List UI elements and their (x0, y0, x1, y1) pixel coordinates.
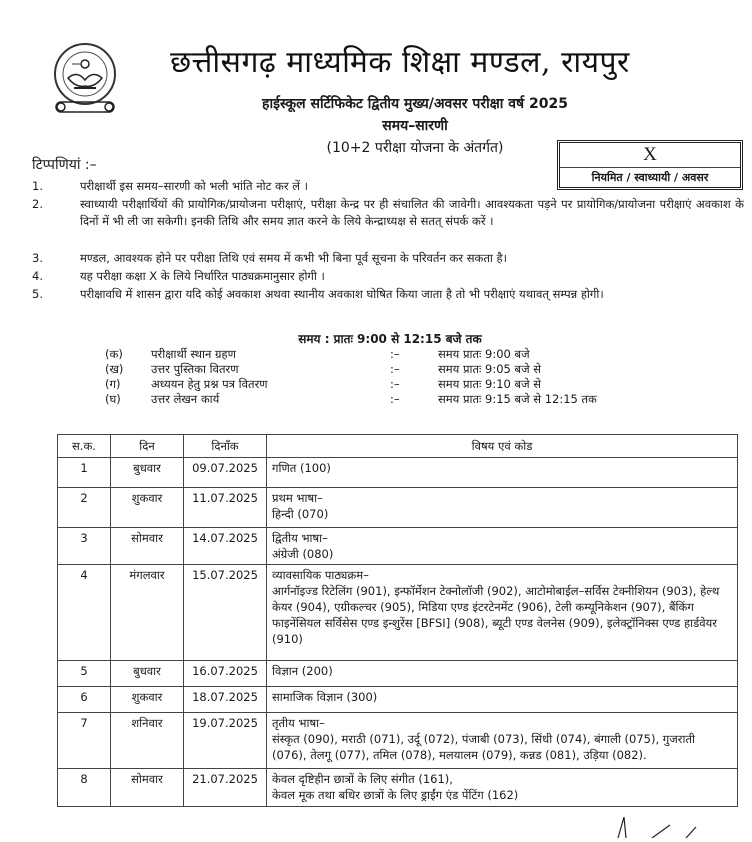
note-text: स्वाध्यायी परीक्षार्थियों की प्रायोगिक/प्रायोजना परीक्षाएं, परीक्षा केन्द्र पर ही संचालित की जावेगी। आवश्यकता पड़ने पर प्रायोगिक/प्रायोजना परीक्षाएं अवकाश के दिनों में भी ली जा सकेगी। इनकी तिथि और समय ज्ञात करने के लिये केन्द्राध्यक्ष से सतत् संपर्क करें । (80, 197, 744, 228)
table-row (58, 661, 738, 687)
table-row (58, 687, 738, 713)
subject-cell (267, 488, 738, 528)
timing-separator: :– (390, 362, 400, 376)
note-text: यह परीक्षा कक्षा X के लिये निर्धारित पाठ्यक्रमानुसार होगी । (80, 269, 325, 283)
serial-cell: 6 (58, 687, 111, 713)
note-number: 3. (32, 251, 43, 265)
note-number: 4. (32, 269, 43, 283)
date-cell: 09.07.2025 (184, 458, 267, 488)
timing-row (105, 362, 665, 377)
serial-cell: 8 (58, 769, 111, 807)
timing-key: (ग) (105, 377, 121, 391)
document-type: समय–सारणी (382, 118, 448, 134)
serial-cell: 1 (58, 458, 111, 488)
day-cell: शुकवार (111, 687, 184, 713)
note-item (32, 268, 744, 285)
timing-separator: :– (390, 377, 400, 391)
note-item (32, 196, 744, 230)
subject-list: हिन्दी (070) (272, 507, 329, 521)
timing-label: अध्ययन हेतु प्रश्न पत्र वितरण (151, 377, 268, 391)
day-cell: सोमवार (111, 769, 184, 807)
timing-value: समय प्रातः 9:15 बजे से 12:15 तक (438, 392, 597, 406)
table-row (58, 565, 738, 661)
subject-cell (267, 528, 738, 565)
date-cell: 18.07.2025 (184, 687, 267, 713)
timing-title: समय : प्रातः 9:00 से 12:15 बजे तक (298, 332, 482, 346)
table-row (58, 769, 738, 807)
day-cell: शुकवार (111, 488, 184, 528)
subject-list: संस्कृत (090), मराठी (071), उर्दू (072), पंजाबी (073), सिंधी (074), बंगाली (075), गुजराती (076), तेलगू (077), तमिल (078), मलयालम (079), कन्नड (081), उड़िया (082). (272, 732, 696, 762)
note-number: 2. (32, 197, 43, 211)
note-item (32, 286, 744, 303)
subject-list: गणित (100) (272, 461, 331, 475)
day-cell: शनिवार (111, 713, 184, 769)
note-item (32, 250, 744, 267)
timing-value: समय प्रातः 9:05 बजे से (438, 362, 542, 376)
board-name: छत्तीसगढ़ माध्यमिक शिक्षा मण्डल, रायपुर (170, 45, 630, 80)
table-row (58, 528, 738, 565)
subject-list: केवल मूक तथा बधिर छात्रों के लिए ड्राईंग एंड पेंटिंग (162) (272, 788, 519, 802)
day-cell: मंगलवार (111, 565, 184, 661)
board-emblem-icon (52, 38, 118, 120)
note-text: परीक्षावधि में शासन द्वारा यदि कोई अवकाश अथवा स्थानीय अवकाश घोषित किया जाता है तो भी परीक्षाएं यथावत् सम्पन्न होगी। (80, 287, 604, 301)
date-cell: 21.07.2025 (184, 769, 267, 807)
timing-value: समय प्रातः 9:00 बजे (438, 347, 530, 361)
serial-cell: 3 (58, 528, 111, 565)
column-header-day: दिन (111, 435, 184, 458)
exam-title: हाईस्कूल सर्टिफिकेट द्वितीय मुख्य/अवसर परीक्षा वर्ष 2025 (262, 96, 568, 112)
subject-cell (267, 687, 738, 713)
schedule-table (57, 434, 738, 807)
serial-cell: 7 (58, 713, 111, 769)
subject-heading: द्वितीय भाषा– (272, 531, 328, 545)
date-cell: 16.07.2025 (184, 661, 267, 687)
subject-cell (267, 769, 738, 807)
subject-list: विज्ञान (200) (272, 664, 333, 678)
day-cell: सोमवार (111, 528, 184, 565)
timing-key: (घ) (105, 392, 121, 406)
table-row (58, 458, 738, 488)
date-cell: 19.07.2025 (184, 713, 267, 769)
serial-cell: 4 (58, 565, 111, 661)
subject-cell (267, 458, 738, 488)
candidate-categories: नियमित / स्वाध्यायी / अवसर (591, 171, 709, 184)
note-text: मण्डल, आवश्यक होने पर परीक्षा तिथि एवं समय में कभी भी बिना पूर्व सूचना के परिवर्तन कर सकता है। (80, 251, 507, 265)
timing-row (105, 377, 665, 392)
timing-label: उत्तर पुस्तिका वितरण (151, 362, 239, 376)
timing-value: समय प्रातः 9:10 बजे से (438, 377, 542, 391)
timing-label: उत्तर लेखन कार्य (151, 392, 220, 406)
serial-cell: 2 (58, 488, 111, 528)
day-cell: बुधवार (111, 661, 184, 687)
subject-heading: तृतीय भाषा– (272, 716, 325, 730)
class-label: X (560, 143, 740, 168)
timing-key: (क) (105, 347, 123, 361)
timing-row (105, 347, 665, 362)
timing-row (105, 392, 665, 407)
table-row (58, 488, 738, 528)
note-number: 5. (32, 287, 43, 301)
subject-list: अंग्रेजी (080) (272, 547, 334, 561)
subject-list: आर्गनॉइज्ड रिटेलिंग (901), इन्फॉर्मेशन टेक्नोलॉजी (902), आटोमोबाईल–सर्विस टेक्नीशियन (903), हेल्थ केयर (904), एग्रीकल्चर (905), मिडिया एण्ड इंटरटेनमेंट (906), टेली कम्यूनिकेशन (907), बैंकिंग फाइनेंसियल सर्विसेस एण्ड इन्शुरेंस [BFSI] (908), ब्यूटी एण्ड वेलनेस (909), इलेक्ट्रॉनिक्स एण्ड हार्डवेयर (910) (272, 584, 720, 646)
column-header-subject: विषय एवं कोड (267, 435, 738, 458)
subject-heading: केवल दृष्टिहीन छात्रों के लिए संगीत (161), (272, 772, 453, 786)
timing-separator: :– (390, 392, 400, 406)
notes-heading: टिप्पणियां :– (32, 157, 97, 173)
column-header-date: दिनाँक (184, 435, 267, 458)
subject-heading: व्यावसायिक पाठ्यक्रम– (272, 568, 369, 582)
table-row (58, 713, 738, 769)
subject-cell (267, 661, 738, 687)
day-cell: बुधवार (111, 458, 184, 488)
column-header-serial: स.क. (58, 435, 111, 458)
note-text: परीक्षार्थी इस समय–सारणी को भली भांति नोट कर लें । (80, 179, 309, 193)
subject-heading: प्रथम भाषा– (272, 491, 323, 505)
note-item (32, 178, 744, 195)
date-cell: 14.07.2025 (184, 528, 267, 565)
exam-scheme: (10+2 परीक्षा योजना के अंतर्गत) (326, 140, 504, 156)
date-cell: 15.07.2025 (184, 565, 267, 661)
timing-separator: :– (390, 347, 400, 361)
subject-list: सामाजिक विज्ञान (300) (272, 690, 378, 704)
timing-key: (ख) (105, 362, 124, 376)
signature-mark (610, 815, 710, 838)
timing-label: परीक्षार्थी स्थान ग्रहण (151, 347, 236, 361)
table-header-row (58, 435, 738, 458)
subject-cell (267, 565, 738, 661)
note-number: 1. (32, 179, 43, 193)
date-cell: 11.07.2025 (184, 488, 267, 528)
subject-cell (267, 713, 738, 769)
serial-cell: 5 (58, 661, 111, 687)
